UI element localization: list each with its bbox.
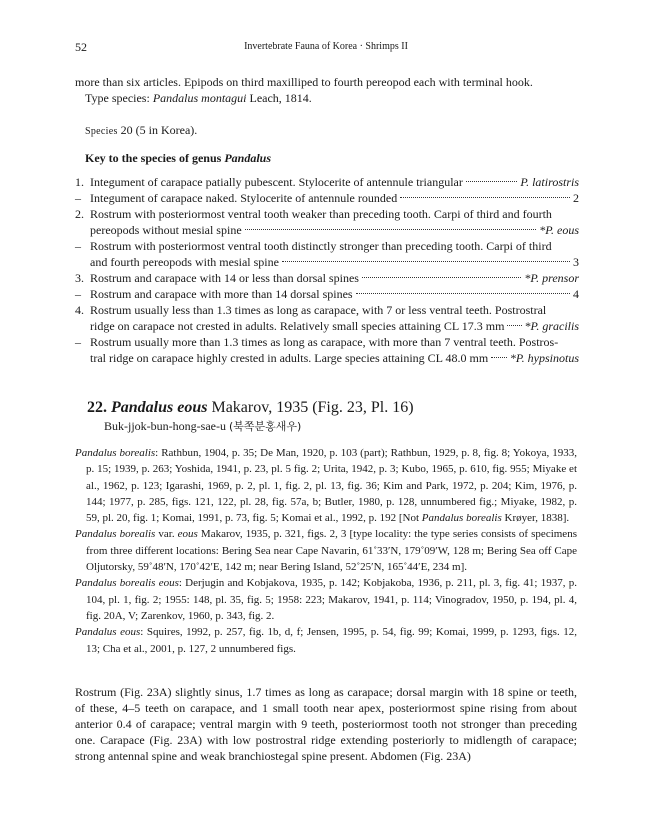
synonymy-entry bbox=[75, 445, 577, 526]
type-species-author: Leach, 1814. bbox=[246, 91, 312, 105]
key-leader-dots bbox=[362, 277, 521, 278]
synonym-name: Pandalus borealis bbox=[421, 512, 502, 525]
korean-name bbox=[104, 418, 301, 435]
korean-hangul: (북쪽분홍새우) bbox=[228, 420, 302, 433]
key-result: *P. hypsinotus bbox=[509, 351, 579, 365]
species-count-value: 20 (5 in Korea). bbox=[117, 123, 198, 137]
species-author: Makarov, 1935 (Fig. 23, Pl. 16) bbox=[207, 399, 414, 416]
synonymy bbox=[75, 445, 577, 657]
key-couplet bbox=[75, 334, 579, 366]
key-couplet bbox=[75, 302, 579, 334]
key-text-continued: ridge on carapace not crested in adults. Relatively small species attaining CL 17.3 mm bbox=[90, 319, 505, 333]
key-heading bbox=[85, 150, 577, 166]
key-couplet bbox=[75, 238, 579, 270]
key-marker: 4. bbox=[75, 303, 84, 317]
key-text: Rostrum with posteriormost ventral tooth distinctly stronger than preceding tooth. Carpi of third bbox=[90, 239, 552, 253]
key-marker: – bbox=[75, 287, 81, 301]
synonym-name: eous bbox=[177, 528, 198, 541]
key-heading-genus: Pandalus bbox=[224, 151, 272, 165]
key-result: *P. eous bbox=[539, 223, 579, 237]
key-text-continued: tral ridge on carapace highly crested in adults. Large species attaining CL 48.0 mm bbox=[90, 351, 489, 365]
key-text: Rostrum usually more than 1.3 times as long as carapace, with more than 7 ventral teeth. Postros- bbox=[90, 335, 559, 349]
key-result: 2 bbox=[573, 191, 579, 205]
species-number: 22. bbox=[87, 399, 107, 416]
key-leader-dots bbox=[491, 357, 507, 358]
key-result: *P. gracilis bbox=[524, 319, 579, 333]
synonym-refs: Makarov, 1935, p. 321, figs. 2, 3 [type locality: the type series consists of specimens from three different locations: Bering Sea near Cape Navarin, 61˚33′N, 179˚09′W, 128 m; Bering Sea off Cape Oljutorsky, 59˚48′N, 170˚42′E, 142 m; near Bering Island, 52˚25′N, 165˚44′E, 234 m]. bbox=[86, 528, 577, 574]
key-marker: – bbox=[75, 191, 81, 205]
key-leader-dots bbox=[356, 293, 570, 294]
key-line bbox=[75, 238, 579, 254]
korean-romanized: Buk-jjok-bun-hong-sae-u bbox=[104, 419, 226, 433]
key-marker: – bbox=[75, 335, 81, 349]
key-leader-dots bbox=[245, 229, 537, 230]
key-leader-dots bbox=[282, 261, 570, 262]
key-line-continued bbox=[75, 222, 579, 238]
species-count-label: Species bbox=[85, 126, 118, 137]
key-couplet bbox=[75, 174, 579, 190]
synonym-refs: var. bbox=[155, 528, 178, 541]
key-line-continued bbox=[75, 254, 579, 270]
key-text: Rostrum and carapace with more than 14 dorsal spines bbox=[90, 287, 353, 301]
key-marker: 3. bbox=[75, 271, 84, 285]
key-line-continued bbox=[75, 350, 579, 366]
synonym-refs: : Derjugin and Kobjakova, 1935, p. 142; Kobjakoba, 1936, p. 211, pl. 3, fig. 41; 1937, p. 104, pl. 1, fig. 2; 1955: 148, pl. 35, fig. 5; 1958: 223; Makarov, 1941, p. 114; Vinogradov, 1950, p. 194, pl. 4, fig. 20A, V; Zarenkov, 1960, p. 343, fig. 2. bbox=[86, 577, 577, 622]
key-couplet bbox=[75, 286, 579, 302]
key-text: Integument of carapace naked. Stylocerite of antennule rounded bbox=[90, 191, 398, 205]
key-marker: 1. bbox=[75, 175, 84, 189]
key-text: Rostrum usually less than 1.3 times as long as carapace, with 7 or less ventral teeth. Postrostral bbox=[90, 303, 547, 317]
synonym-refs: : Rathbun, 1904, p. 35; De Man, 1920, p. 103 (part); Rathbun, 1929, p. 8, fig. 8; Yokoya, 1933, p. 15; 1939, p. 263; Yoshida, 1941, p. 23, pl. 5 fig. 2; Urita, 1942, p. 3; Kubo, 1965, p. 610, fig. 955; Miyake et al., 1962, p. 123; Igarashi, 1969, p. 2, pl. 1, fig. 2, pl. 13, fig. 36; Kim and Park, 1972, p. 204; Kim, 1976, p. 144; 1977, p. 285, figs. 121, 122, pl. 28, fig. 57a, b; Butler, 1980, p. 128, unnumbered fig.; Miyake, 1982, p. 59, pl. 20, fig. 1; Komai, 1991, p. 73, fig. 5; Komai et al., 1992, p. 192 [Not bbox=[86, 447, 577, 525]
key-text: Integument of carapace patially pubescent. Stylocerite of antennule triangular bbox=[90, 175, 463, 189]
key-line bbox=[75, 334, 579, 350]
synonym-name: Pandalus eous bbox=[75, 626, 141, 639]
key-marker: – bbox=[75, 239, 81, 253]
type-species-line bbox=[85, 90, 577, 106]
key-couplet bbox=[75, 190, 579, 206]
species-heading bbox=[87, 398, 414, 418]
key-line bbox=[75, 206, 579, 222]
key-leader-dots bbox=[400, 197, 570, 198]
synonym-name: Pandalus borealis bbox=[75, 528, 156, 541]
key-result: 4 bbox=[573, 287, 579, 301]
key-couplet bbox=[75, 270, 579, 286]
intro-line: more than six articles. Epipods on third maxilliped to fourth pereopod each with terminal hook. bbox=[75, 75, 533, 89]
type-species-label: Type species: bbox=[85, 91, 153, 105]
synonymy-entry bbox=[75, 526, 577, 575]
key-line bbox=[75, 174, 579, 190]
key-text: Rostrum with posteriormost ventral tooth weaker than preceding tooth. Carpi of third and fourth bbox=[90, 207, 552, 221]
key-text-continued: and fourth pereopods with mesial spine bbox=[90, 255, 279, 269]
species-count bbox=[85, 122, 577, 140]
key-result: 3 bbox=[573, 255, 579, 269]
key-result: *P. prensor bbox=[524, 271, 579, 285]
key-text: Rostrum and carapace with 14 or less than dorsal spines bbox=[90, 271, 359, 285]
synonym-refs: Krøyer, 1838]. bbox=[501, 512, 570, 525]
key-text-continued: pereopods without mesial spine bbox=[90, 223, 242, 237]
key-leader-dots bbox=[507, 325, 521, 326]
synonym-name: Pandalus borealis eous bbox=[75, 577, 179, 590]
key-heading-prefix: Key to the species of genus bbox=[85, 151, 225, 165]
synonymy-entry bbox=[75, 624, 577, 657]
running-head: Invertebrate Fauna of Korea · Shrimps II bbox=[244, 41, 408, 52]
page-number: 52 bbox=[75, 40, 87, 54]
synonym-name: Pandalus borealis bbox=[75, 447, 156, 459]
species-name: Pandalus eous bbox=[111, 399, 208, 416]
key-leader-dots bbox=[466, 181, 517, 182]
type-species-name: Pandalus montagui bbox=[152, 91, 247, 105]
key-marker: 2. bbox=[75, 207, 84, 221]
page-header bbox=[75, 40, 577, 56]
synonym-refs: : Squires, 1992, p. 257, fig. 1b, d, f; Jensen, 1995, p. 54, fig. 99; Komai, 1999, p. 1293, figs. 12, 13; Cha et al., 2001, p. 127, 2 unnumbered figs. bbox=[86, 626, 577, 655]
key-line bbox=[75, 270, 579, 286]
key-line bbox=[75, 302, 579, 318]
key-line bbox=[75, 190, 579, 206]
key-couplet bbox=[75, 206, 579, 238]
key-result: P. latirostris bbox=[520, 175, 579, 189]
key-line bbox=[75, 286, 579, 302]
description-paragraph: Rostrum (Fig. 23A) slightly sinus, 1.7 times as long as carapace; dorsal margin with 18 spine or teeth, of these, 4–5 teeth on carapace, and 1 small tooth near apex, posteriormost spine rising from about anterior 0.4 of carapace; ventral margin with 9 teeth, posteriormost tooth not stronger than preceding one. Carapace (Fig. 23A) with low postrostral ridge extending posteriorly to midlength of carapace; strong antennal spine and weak branchiostegal spine present. Abdomen (Fig. 23A) bbox=[75, 685, 577, 763]
synonymy-entry bbox=[75, 575, 577, 624]
key-line-continued bbox=[75, 318, 579, 334]
